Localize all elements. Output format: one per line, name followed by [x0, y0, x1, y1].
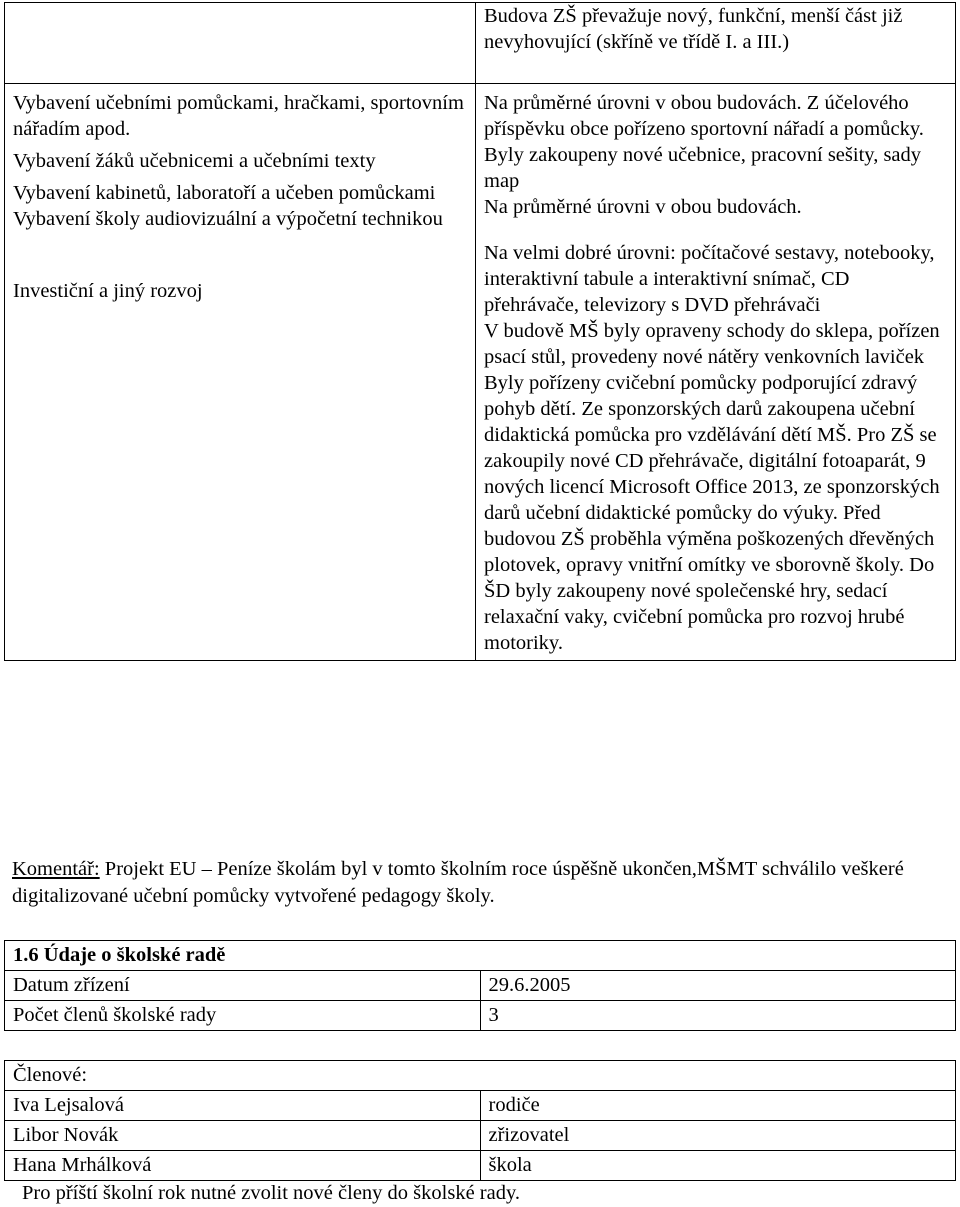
building-state-cell: Budova ZŠ převažuje nový, funkční, menší část již nevyhovující (skříně ve třídě I. a III.): [476, 3, 956, 84]
member-role: rodiče: [480, 1091, 956, 1121]
comment-text: Projekt EU – Peníze školám byl v tomto školním roce úspěšně ukončen,MŠMT schválilo veškeré digitalizované učební pomůcky vytvořené pedagogy školy.: [12, 858, 904, 907]
member-name: Iva Lejsalová: [5, 1091, 481, 1121]
member-count-label: Počet členů školské rady: [5, 1001, 481, 1031]
members-heading: Členové:: [5, 1061, 956, 1091]
comment-label: Komentář:: [12, 858, 100, 880]
value-investment: V budově MŠ byly opraveny schody do sklepa, pořízen psací stůl, provedeny nové nátěry venkovních laviček Byly pořízeny cvičební pomůcky podporující zdravý pohyb dětí. Ze sponzorských darů zakoupena učební didaktická pomůcka pro vzdělávání dětí MŠ. Pro ZŠ se zakoupily nové CD přehrávače, digitální fotoaparát, 9 nových licencí Microsoft Office 2013, ze sponzorských darů učební didaktické pomůcky do výuky. Před budovou ZŠ proběhla výměna poškozených dřevěných plotovek, opravy vnitřní omítky ve sborovně školy. Do ŠD byly zakoupeny nové společenské hry, sedací relaxační vaky, cvičební pomůcka pro rozvoj hrubé motoriky.: [484, 320, 940, 654]
table-row: [5, 1121, 956, 1151]
member-name: Hana Mrhálková: [5, 1151, 481, 1181]
value-teaching-aids: Na průměrné úrovni v obou budovách. Z účelového příspěvku obce pořízeno sportovní nářadí a pomůcky.: [484, 92, 924, 140]
comment-paragraph: [12, 856, 942, 910]
member-name: Libor Novák: [5, 1121, 481, 1151]
label-av-computers: Vybavení školy audiovizuální a výpočetní technikou: [13, 208, 443, 230]
label-textbooks: Vybavení žáků učebnicemi a učebními texty: [13, 150, 376, 172]
equipment-labels-cell: [5, 84, 476, 661]
members-table: [4, 1060, 956, 1181]
next-year-note: Pro příští školní rok nutné zvolit nové členy do školské rady.: [22, 1182, 521, 1204]
founded-value: 29.6.2005: [480, 971, 956, 1001]
label-teaching-aids: Vybavení učebními pomůckami, hračkami, sportovním nářadím apod.: [13, 92, 464, 140]
table-row: [5, 941, 956, 971]
school-board-table: [4, 940, 956, 1031]
table-row: [5, 1001, 956, 1031]
table-row: [5, 1091, 956, 1121]
value-av-computers: Na velmi dobré úrovni: počítačové sestavy, notebooky, interaktivní tabule a interaktivní snímač, CD přehrávače, televizory s DVD přehrávači: [484, 242, 935, 316]
member-count-value: 3: [480, 1001, 956, 1031]
value-cabinets: Na průměrné úrovni v obou budovách.: [484, 196, 802, 218]
table-row: [5, 3, 956, 84]
label-cabinets: Vybavení kabinetů, laboratoří a učeben pomůckami: [13, 182, 436, 204]
member-role: škola: [480, 1151, 956, 1181]
member-role: zřizovatel: [480, 1121, 956, 1151]
equipment-table: [4, 2, 956, 661]
label-investment: Investiční a jiný rozvoj: [13, 280, 203, 302]
equipment-values-cell: [476, 84, 956, 661]
table-row: [5, 1151, 956, 1181]
value-textbooks: Byly zakoupeny nové učebnice, pracovní sešity, sady map: [484, 144, 922, 192]
table-row: [5, 1061, 956, 1091]
founded-label: Datum zřízení: [5, 971, 481, 1001]
table-row: [5, 84, 956, 661]
table-cell-empty: [5, 3, 476, 84]
table-row: [5, 971, 956, 1001]
school-board-heading: 1.6 Údaje o školské radě: [5, 941, 956, 971]
